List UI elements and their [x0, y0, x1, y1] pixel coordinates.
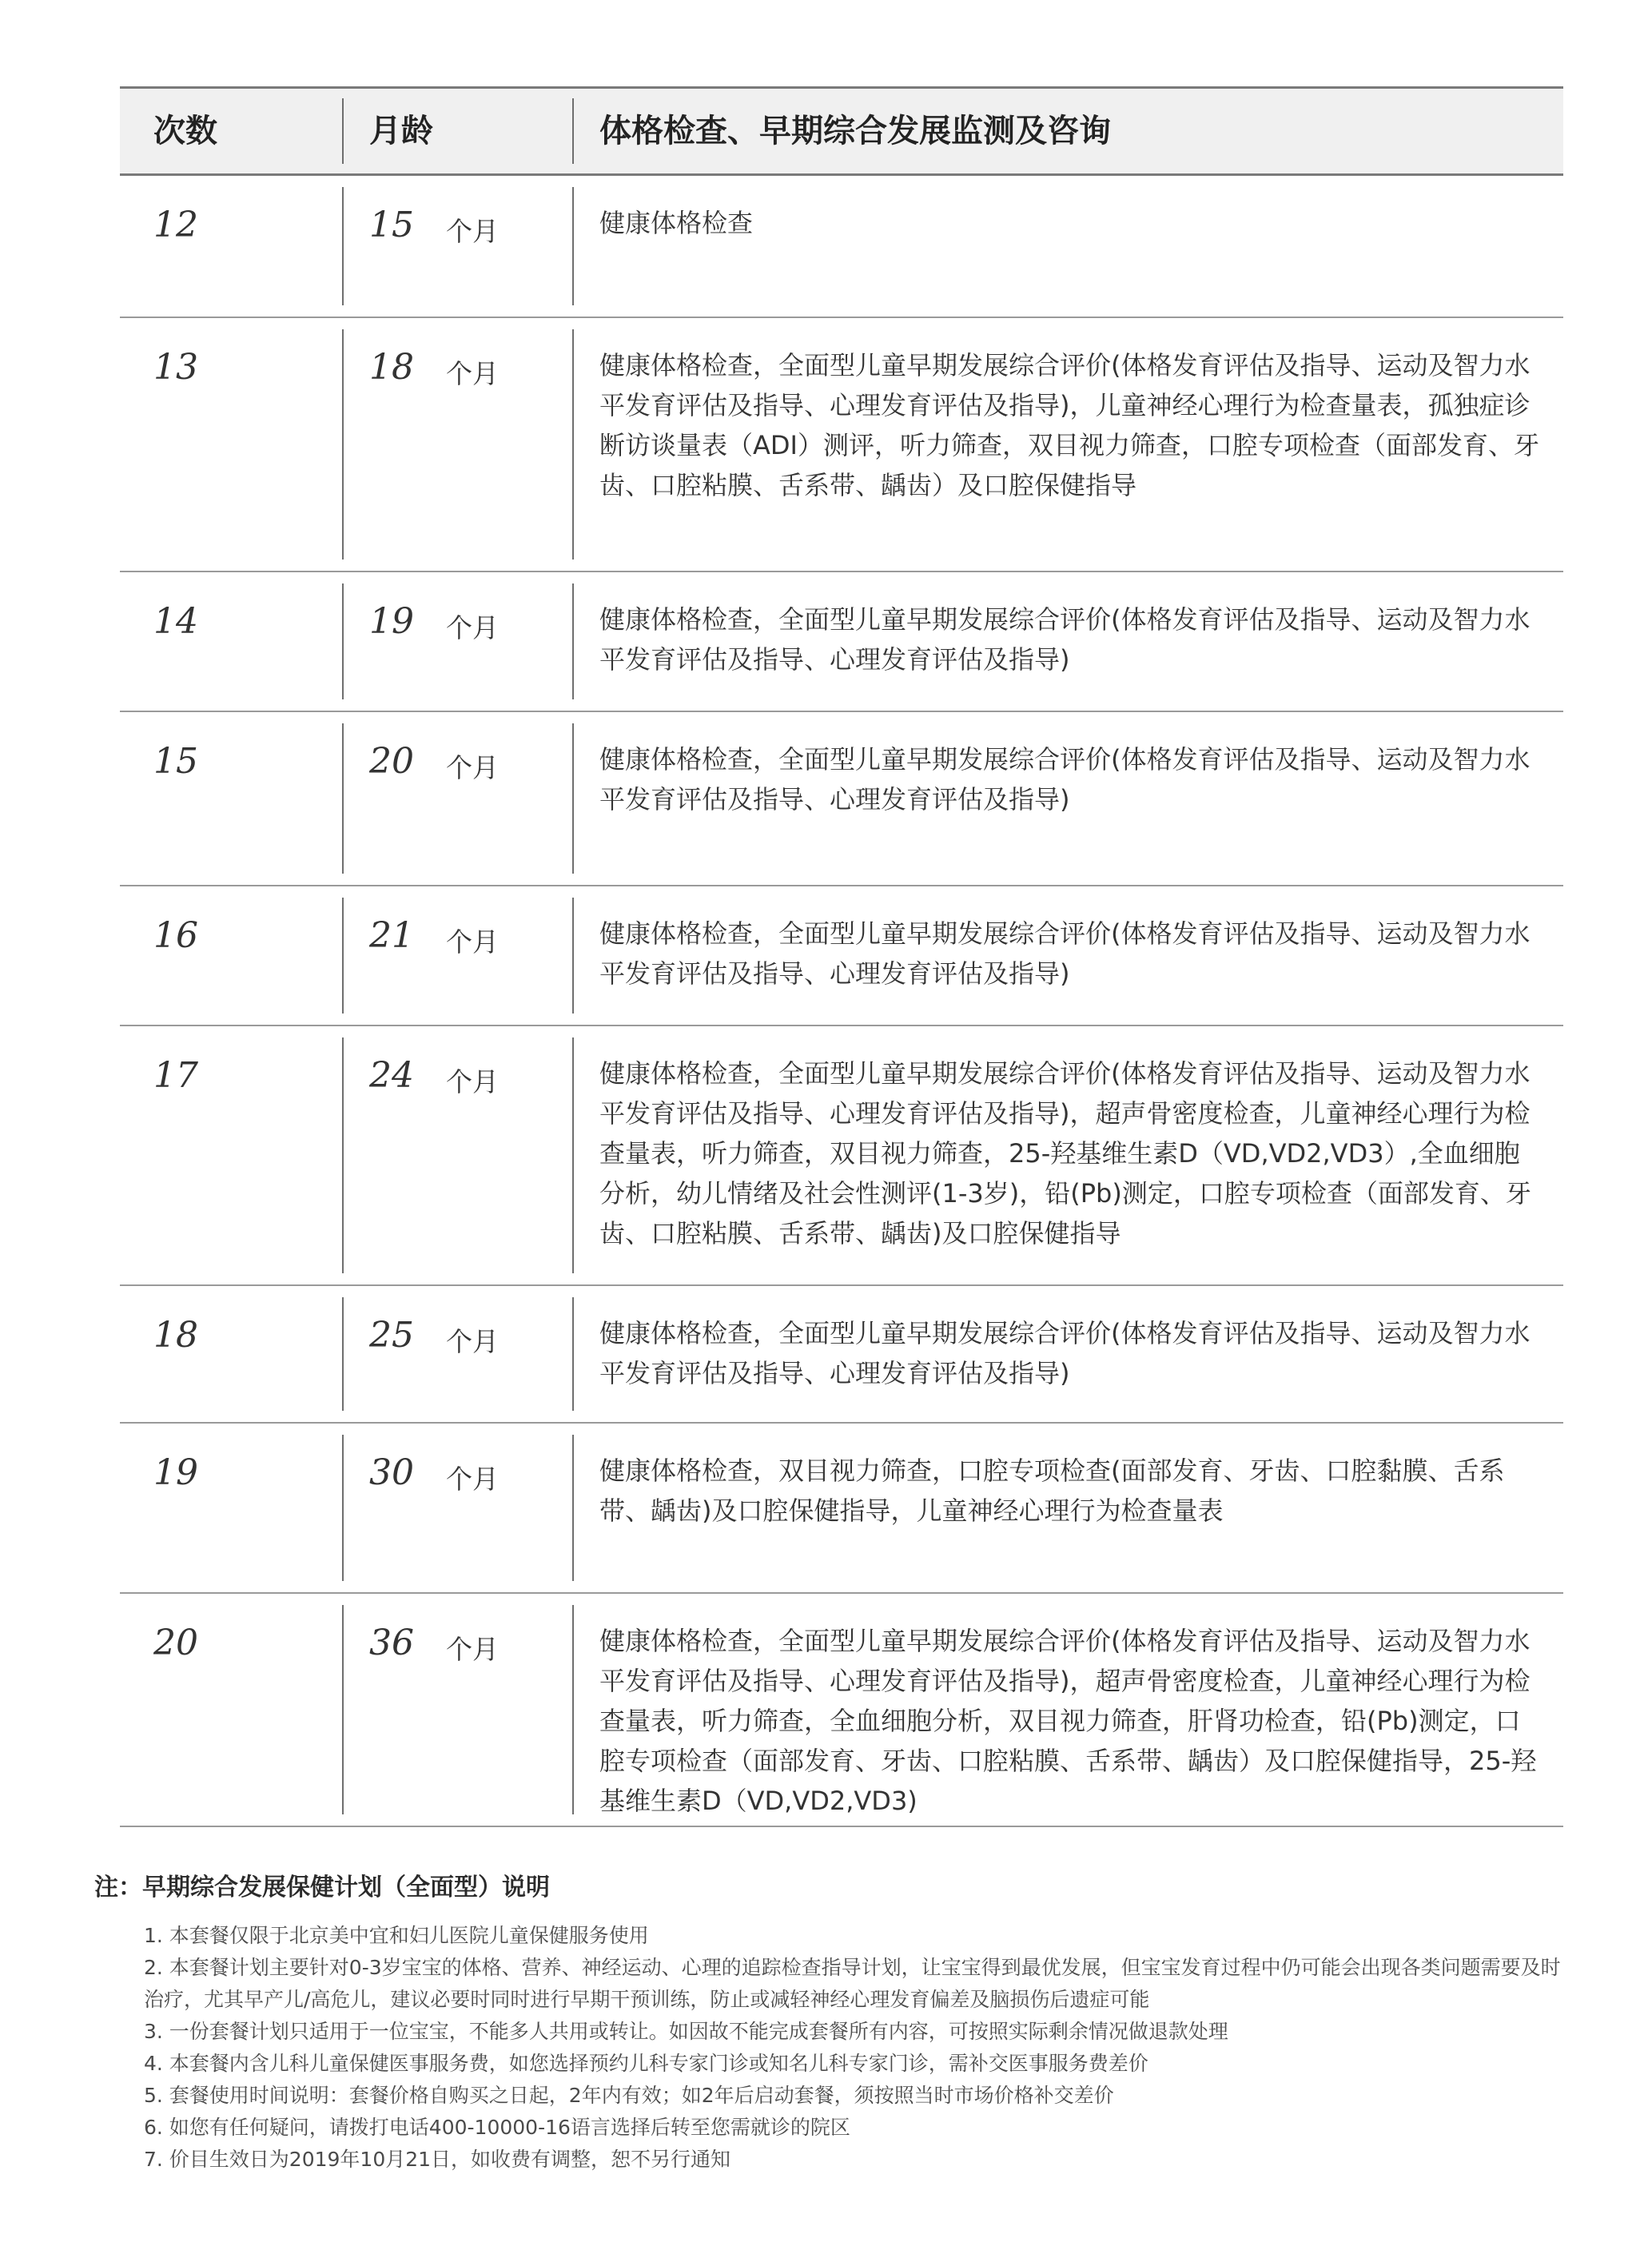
table-row — [120, 1594, 1563, 1827]
table-row — [120, 886, 1563, 1026]
age-months: 30 — [369, 1452, 414, 1493]
note-item: 7. 价目生效日为2019年10月21日，如收费有调整，恕不另行通知 — [144, 2148, 731, 2171]
age-months: 15 — [369, 205, 414, 245]
table-row — [120, 1286, 1563, 1424]
table-row — [120, 176, 1563, 318]
age-unit: 个月 — [446, 358, 499, 389]
header-age: 月龄 — [369, 113, 433, 149]
visit-number: 15 — [153, 741, 198, 782]
age-months: 21 — [369, 915, 414, 956]
note-item: 5. 套餐使用时间说明：套餐价格自购买之日起，2年内有效；如2年后启动套餐，须按照当时市场价格补交差价 — [144, 2084, 1114, 2107]
table-row — [120, 712, 1563, 886]
age-unit: 个月 — [446, 1066, 499, 1097]
table-header — [120, 86, 1563, 176]
column-divider — [342, 723, 344, 874]
column-divider — [572, 187, 574, 305]
age-months: 18 — [369, 347, 414, 388]
header-count: 次数 — [153, 113, 217, 149]
note-item: 6. 如您有任何疑问，请拨打电话400-10000-16语言选择后转至您需就诊的院区 — [144, 2116, 850, 2139]
column-divider — [572, 1297, 574, 1411]
header-divider — [572, 98, 574, 164]
notes-list — [94, 1920, 1565, 2176]
checkup-description: 健康体格检查，全面型儿童早期发展综合评价(体格发育评估及指导、运动及智力水平发育评估及指导、心理发育评估及指导)，儿童神经心理行为检查量表，孤独症诊断访谈量表（ADI）测评，听力筛查，双目视力筛查，口腔专项检查（面部发育、牙齿、口腔粘膜、舌系带、龋齿）及口腔保健指导 — [599, 350, 1539, 500]
note-item: 2. 本套餐计划主要针对0-3岁宝宝的体格、营养、神经运动、心理的追踪检查指导计划，让宝宝得到最优发展，但宝宝发育过程中仍可能会出现各类问题需要及时治疗，尤其早产儿/高危儿，建议必要时同时进行早期干预训练，防止或减轻神经心理发育偏差及脑损伤后遗症可能 — [144, 1956, 1561, 2011]
notes-section — [94, 1870, 1565, 2176]
column-divider — [342, 187, 344, 305]
age-unit: 个月 — [446, 1634, 499, 1665]
column-divider — [572, 1605, 574, 1814]
visit-number: 20 — [153, 1623, 198, 1663]
note-item: 1. 本套餐仅限于北京美中宜和妇儿医院儿童保健服务使用 — [144, 1924, 649, 1947]
visit-number: 17 — [153, 1055, 198, 1096]
age-unit: 个月 — [446, 926, 499, 958]
age-unit: 个月 — [446, 1464, 499, 1495]
table-row — [120, 318, 1563, 572]
column-divider — [572, 329, 574, 560]
header-content: 体格检查、早期综合发展监测及咨询 — [599, 113, 1111, 149]
visit-number: 12 — [153, 205, 198, 245]
visit-number: 18 — [153, 1315, 198, 1356]
column-divider — [342, 1037, 344, 1273]
checkup-description: 健康体格检查 — [599, 208, 754, 238]
header-divider — [342, 98, 344, 164]
visit-number: 13 — [153, 347, 198, 388]
age-months: 36 — [369, 1623, 414, 1663]
visit-number: 16 — [153, 915, 198, 956]
table-row — [120, 572, 1563, 712]
column-divider — [572, 723, 574, 874]
table-row — [120, 1424, 1563, 1594]
checkup-description: 健康体格检查，全面型儿童早期发展综合评价(体格发育评估及指导、运动及智力水平发育评估及指导、心理发育评估及指导)，超声骨密度检查，儿童神经心理行为检查量表，听力筛查，双目视力筛查，25-羟基维生素D（VD,VD2,VD3）,全血细胞分析，幼儿情绪及社会性测评(1-3岁)，铅(Pb)测定，口腔专项检查（面部发育、牙齿、口腔粘膜、舌系带、龋齿)及口腔保健指导 — [599, 1058, 1531, 1248]
column-divider — [342, 898, 344, 1014]
table-row — [120, 1026, 1563, 1286]
column-divider — [342, 329, 344, 560]
age-months: 20 — [369, 741, 414, 782]
visit-number: 14 — [153, 601, 198, 642]
visit-number: 19 — [153, 1452, 198, 1493]
checkup-description: 健康体格检查，全面型儿童早期发展综合评价(体格发育评估及指导、运动及智力水平发育评估及指导、心理发育评估及指导) — [599, 744, 1531, 814]
column-divider — [342, 1297, 344, 1411]
column-divider — [572, 898, 574, 1014]
checkup-description: 健康体格检查，全面型儿童早期发展综合评价(体格发育评估及指导、运动及智力水平发育评估及指导、心理发育评估及指导) — [599, 1318, 1531, 1388]
column-divider — [572, 1037, 574, 1273]
age-unit: 个月 — [446, 752, 499, 783]
age-months: 24 — [369, 1055, 414, 1096]
column-divider — [342, 1605, 344, 1814]
checkup-description: 健康体格检查，全面型儿童早期发展综合评价(体格发育评估及指导、运动及智力水平发育评估及指导、心理发育评估及指导) — [599, 604, 1531, 675]
column-divider — [572, 583, 574, 699]
column-divider — [342, 583, 344, 699]
note-item: 4. 本套餐内含儿科儿童保健医事服务费，如您选择预约儿科专家门诊或知名儿科专家门诊，需补交医事服务费差价 — [144, 2052, 1148, 2075]
age-unit: 个月 — [446, 612, 499, 643]
checkup-description: 健康体格检查，双目视力筛查，口腔专项检查(面部发育、牙齿、口腔黏膜、舌系带、龋齿)及口腔保健指导，儿童神经心理行为检查量表 — [599, 1456, 1505, 1526]
column-divider — [572, 1435, 574, 1581]
checkup-description: 健康体格检查，全面型儿童早期发展综合评价(体格发育评估及指导、运动及智力水平发育评估及指导、心理发育评估及指导) — [599, 918, 1531, 989]
checkup-table — [120, 86, 1563, 1827]
column-divider — [342, 1435, 344, 1581]
age-months: 25 — [369, 1315, 414, 1356]
age-months: 19 — [369, 601, 414, 642]
checkup-description: 健康体格检查，全面型儿童早期发展综合评价(体格发育评估及指导、运动及智力水平发育评估及指导、心理发育评估及指导)，超声骨密度检查，儿童神经心理行为检查量表，听力筛查，全血细胞分析，双目视力筛查，肝肾功检查，铅(Pb)测定，口腔专项检查（面部发育、牙齿、口腔粘膜、舌系带、龋齿）及口腔保健指导，25-羟基维生素D（VD,VD2,VD3) — [599, 1626, 1537, 1816]
note-item: 3. 一份套餐计划只适用于一位宝宝，不能多人共用或转让。如因故不能完成套餐所有内容，可按照实际剩余情况做退款处理 — [144, 2020, 1228, 2043]
age-unit: 个月 — [446, 1326, 499, 1357]
age-unit: 个月 — [446, 216, 499, 247]
notes-title: 注：早期综合发展保健计划（全面型）说明 — [94, 1874, 550, 1902]
